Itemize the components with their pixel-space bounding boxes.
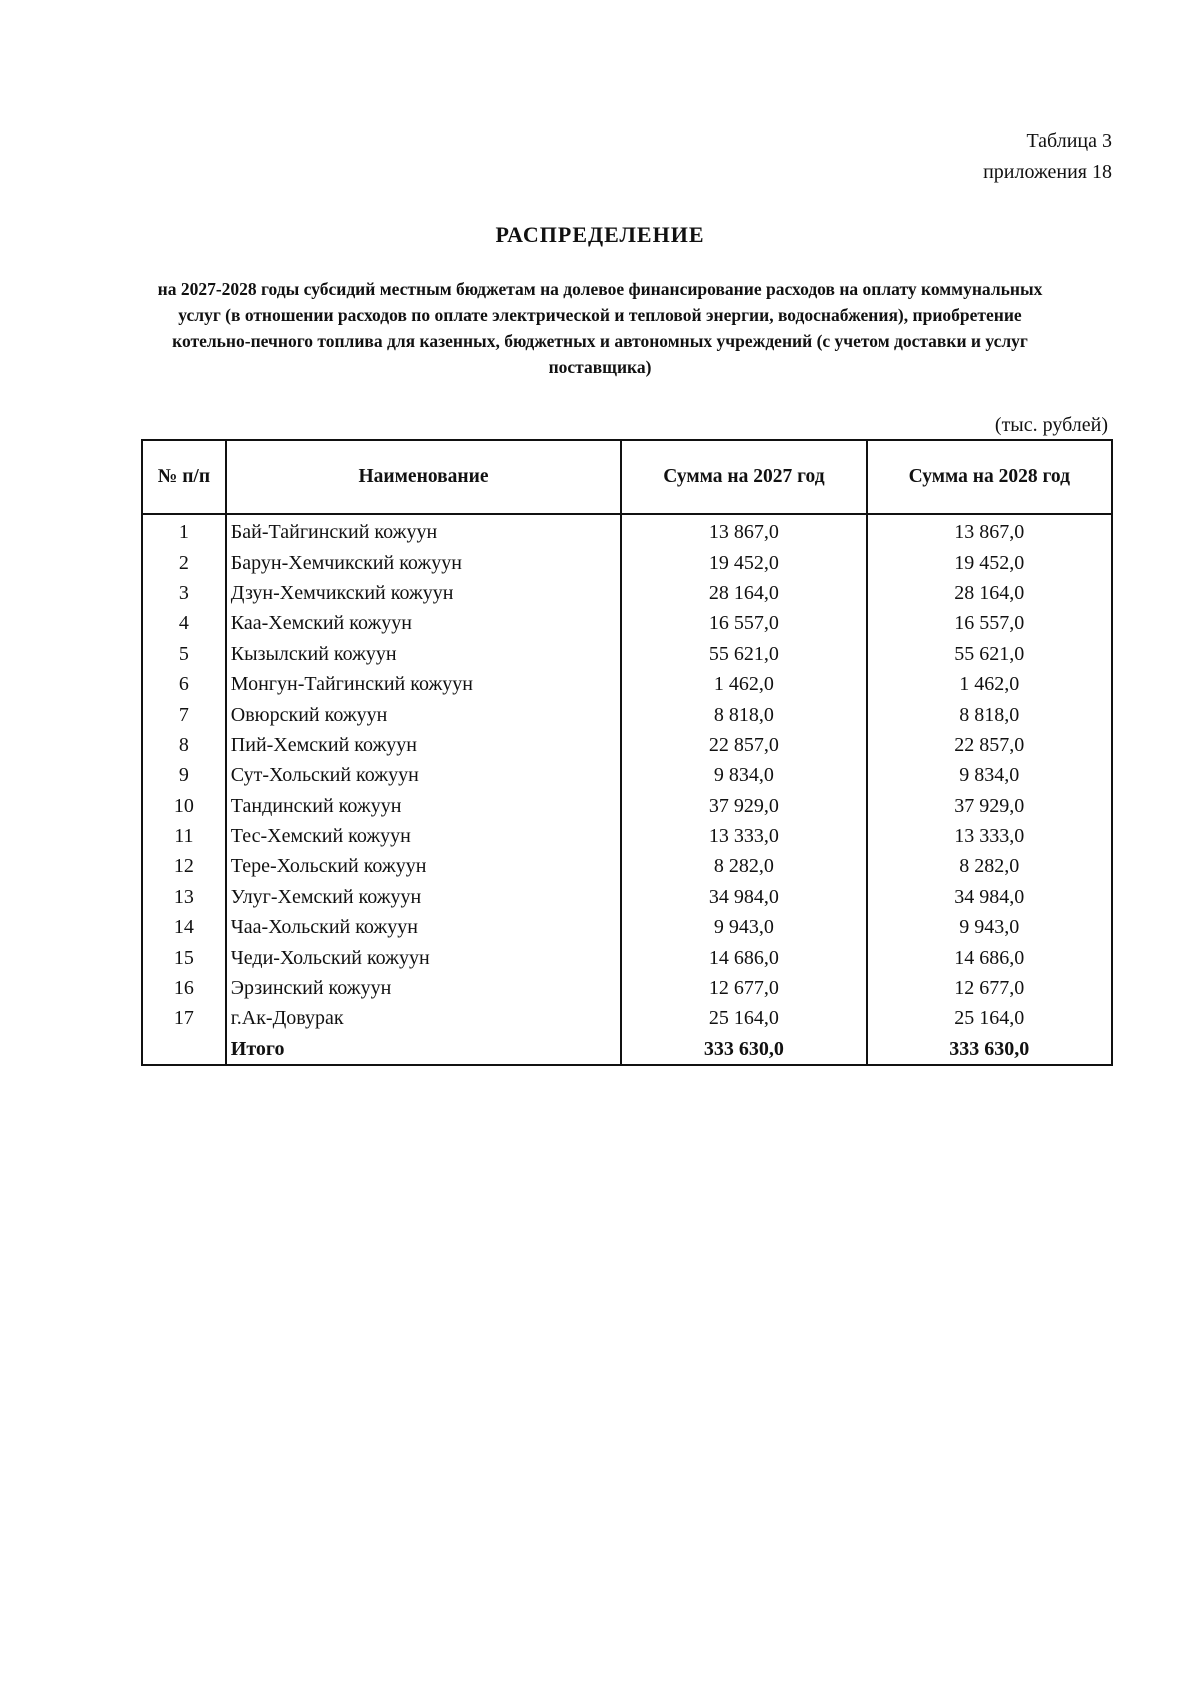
row-amount-2027: 37 929,0 <box>621 791 866 821</box>
table-body <box>142 514 1112 1065</box>
row-number: 12 <box>142 851 226 881</box>
table-number-label: Таблица 3 <box>1026 130 1112 152</box>
row-amount-2027: 55 621,0 <box>621 639 866 669</box>
row-name: Бай-Тайгинский кожуун <box>226 514 621 547</box>
row-amount-2027: 19 452,0 <box>621 547 866 577</box>
table-row <box>142 760 1112 790</box>
row-amount-2028: 55 621,0 <box>867 639 1112 669</box>
row-amount-2028: 9 834,0 <box>867 760 1112 790</box>
column-header-name: Наименование <box>226 440 621 514</box>
total-amount-2027: 333 630,0 <box>621 1034 866 1065</box>
row-amount-2027: 14 686,0 <box>621 942 866 972</box>
row-amount-2028: 19 452,0 <box>867 547 1112 577</box>
row-amount-2027: 9 943,0 <box>621 912 866 942</box>
table-row <box>142 912 1112 942</box>
row-number: 14 <box>142 912 226 942</box>
row-number: 16 <box>142 973 226 1003</box>
table-row <box>142 942 1112 972</box>
table-row <box>142 1003 1112 1033</box>
row-name: Чаа-Хольский кожуун <box>226 912 621 942</box>
total-number <box>142 1034 226 1065</box>
row-name: Тере-Хольский кожуун <box>226 851 621 881</box>
row-amount-2027: 13 867,0 <box>621 514 866 547</box>
row-amount-2028: 8 282,0 <box>867 851 1112 881</box>
row-name: Овюрский кожуун <box>226 699 621 729</box>
row-number: 17 <box>142 1003 226 1033</box>
subsidy-table <box>141 439 1113 1066</box>
row-amount-2028: 34 984,0 <box>867 882 1112 912</box>
row-amount-2027: 12 677,0 <box>621 973 866 1003</box>
table-reference <box>983 126 1112 188</box>
document-subtitle: на 2027-2028 годы субсидий местным бюджетам на долевое финансирование расходов на оплату коммунальных услуг (в отношении расходов по оплате электрической и тепловой энергии, водоснабжения), приобретение котельно-печного топлива для казенных, бюджетных и автономных учреждений (с учетом доставки и услуг поставщика) <box>157 279 1043 377</box>
column-header-number: № п/п <box>142 440 226 514</box>
table-row <box>142 791 1112 821</box>
row-number: 3 <box>142 578 226 608</box>
row-amount-2027: 16 557,0 <box>621 608 866 638</box>
row-amount-2027: 13 333,0 <box>621 821 866 851</box>
row-amount-2027: 1 462,0 <box>621 669 866 699</box>
row-number: 7 <box>142 699 226 729</box>
total-name: Итого <box>226 1034 621 1065</box>
row-name: Монгун-Тайгинский кожуун <box>226 669 621 699</box>
row-amount-2028: 14 686,0 <box>867 942 1112 972</box>
row-name: Пий-Хемский кожуун <box>226 730 621 760</box>
row-amount-2028: 12 677,0 <box>867 973 1112 1003</box>
row-name: Тес-Хемский кожуун <box>226 821 621 851</box>
row-amount-2027: 22 857,0 <box>621 730 866 760</box>
row-amount-2027: 8 818,0 <box>621 699 866 729</box>
row-amount-2027: 28 164,0 <box>621 578 866 608</box>
row-amount-2027: 8 282,0 <box>621 851 866 881</box>
row-amount-2028: 28 164,0 <box>867 578 1112 608</box>
row-number: 1 <box>142 514 226 547</box>
column-header-2028: Сумма на 2028 год <box>867 440 1112 514</box>
units-label: (тыс. рублей) <box>994 414 1108 436</box>
row-name: Тандинский кожуун <box>226 791 621 821</box>
total-row <box>142 1034 1112 1065</box>
table-row <box>142 882 1112 912</box>
row-amount-2028: 25 164,0 <box>867 1003 1112 1033</box>
table-row <box>142 973 1112 1003</box>
row-name: Улуг-Хемский кожуун <box>226 882 621 912</box>
appendix-label: приложения 18 <box>983 161 1112 183</box>
row-name: Дзун-Хемчикский кожуун <box>226 578 621 608</box>
table-row <box>142 699 1112 729</box>
row-number: 13 <box>142 882 226 912</box>
table-row <box>142 639 1112 669</box>
row-amount-2028: 9 943,0 <box>867 912 1112 942</box>
row-number: 2 <box>142 547 226 577</box>
row-name: Сут-Хольский кожуун <box>226 760 621 790</box>
row-amount-2028: 1 462,0 <box>867 669 1112 699</box>
row-amount-2028: 16 557,0 <box>867 608 1112 638</box>
row-number: 15 <box>142 942 226 972</box>
table-row <box>142 669 1112 699</box>
row-number: 6 <box>142 669 226 699</box>
row-amount-2028: 13 867,0 <box>867 514 1112 547</box>
row-amount-2027: 9 834,0 <box>621 760 866 790</box>
row-amount-2028: 22 857,0 <box>867 730 1112 760</box>
row-amount-2028: 37 929,0 <box>867 791 1112 821</box>
row-amount-2028: 13 333,0 <box>867 821 1112 851</box>
row-name: Эрзинский кожуун <box>226 973 621 1003</box>
row-number: 5 <box>142 639 226 669</box>
row-name: г.Ак-Довурак <box>226 1003 621 1033</box>
row-name: Каа-Хемский кожуун <box>226 608 621 638</box>
row-amount-2027: 25 164,0 <box>621 1003 866 1033</box>
total-amount-2028: 333 630,0 <box>867 1034 1112 1065</box>
row-number: 4 <box>142 608 226 638</box>
table-row <box>142 821 1112 851</box>
column-header-2027: Сумма на 2027 год <box>621 440 866 514</box>
row-number: 9 <box>142 760 226 790</box>
row-name: Чеди-Хольский кожуун <box>226 942 621 972</box>
table-row <box>142 730 1112 760</box>
table-header-row <box>142 440 1112 514</box>
row-amount-2027: 34 984,0 <box>621 882 866 912</box>
table-row <box>142 851 1112 881</box>
row-number: 10 <box>142 791 226 821</box>
table-row <box>142 578 1112 608</box>
row-amount-2028: 8 818,0 <box>867 699 1112 729</box>
table-row <box>142 514 1112 547</box>
row-name: Барун-Хемчикский кожуун <box>226 547 621 577</box>
document-title: РАСПРЕДЕЛЕНИЕ <box>495 222 705 247</box>
row-number: 8 <box>142 730 226 760</box>
table-row <box>142 608 1112 638</box>
table-row <box>142 547 1112 577</box>
row-number: 11 <box>142 821 226 851</box>
row-name: Кызылский кожуун <box>226 639 621 669</box>
